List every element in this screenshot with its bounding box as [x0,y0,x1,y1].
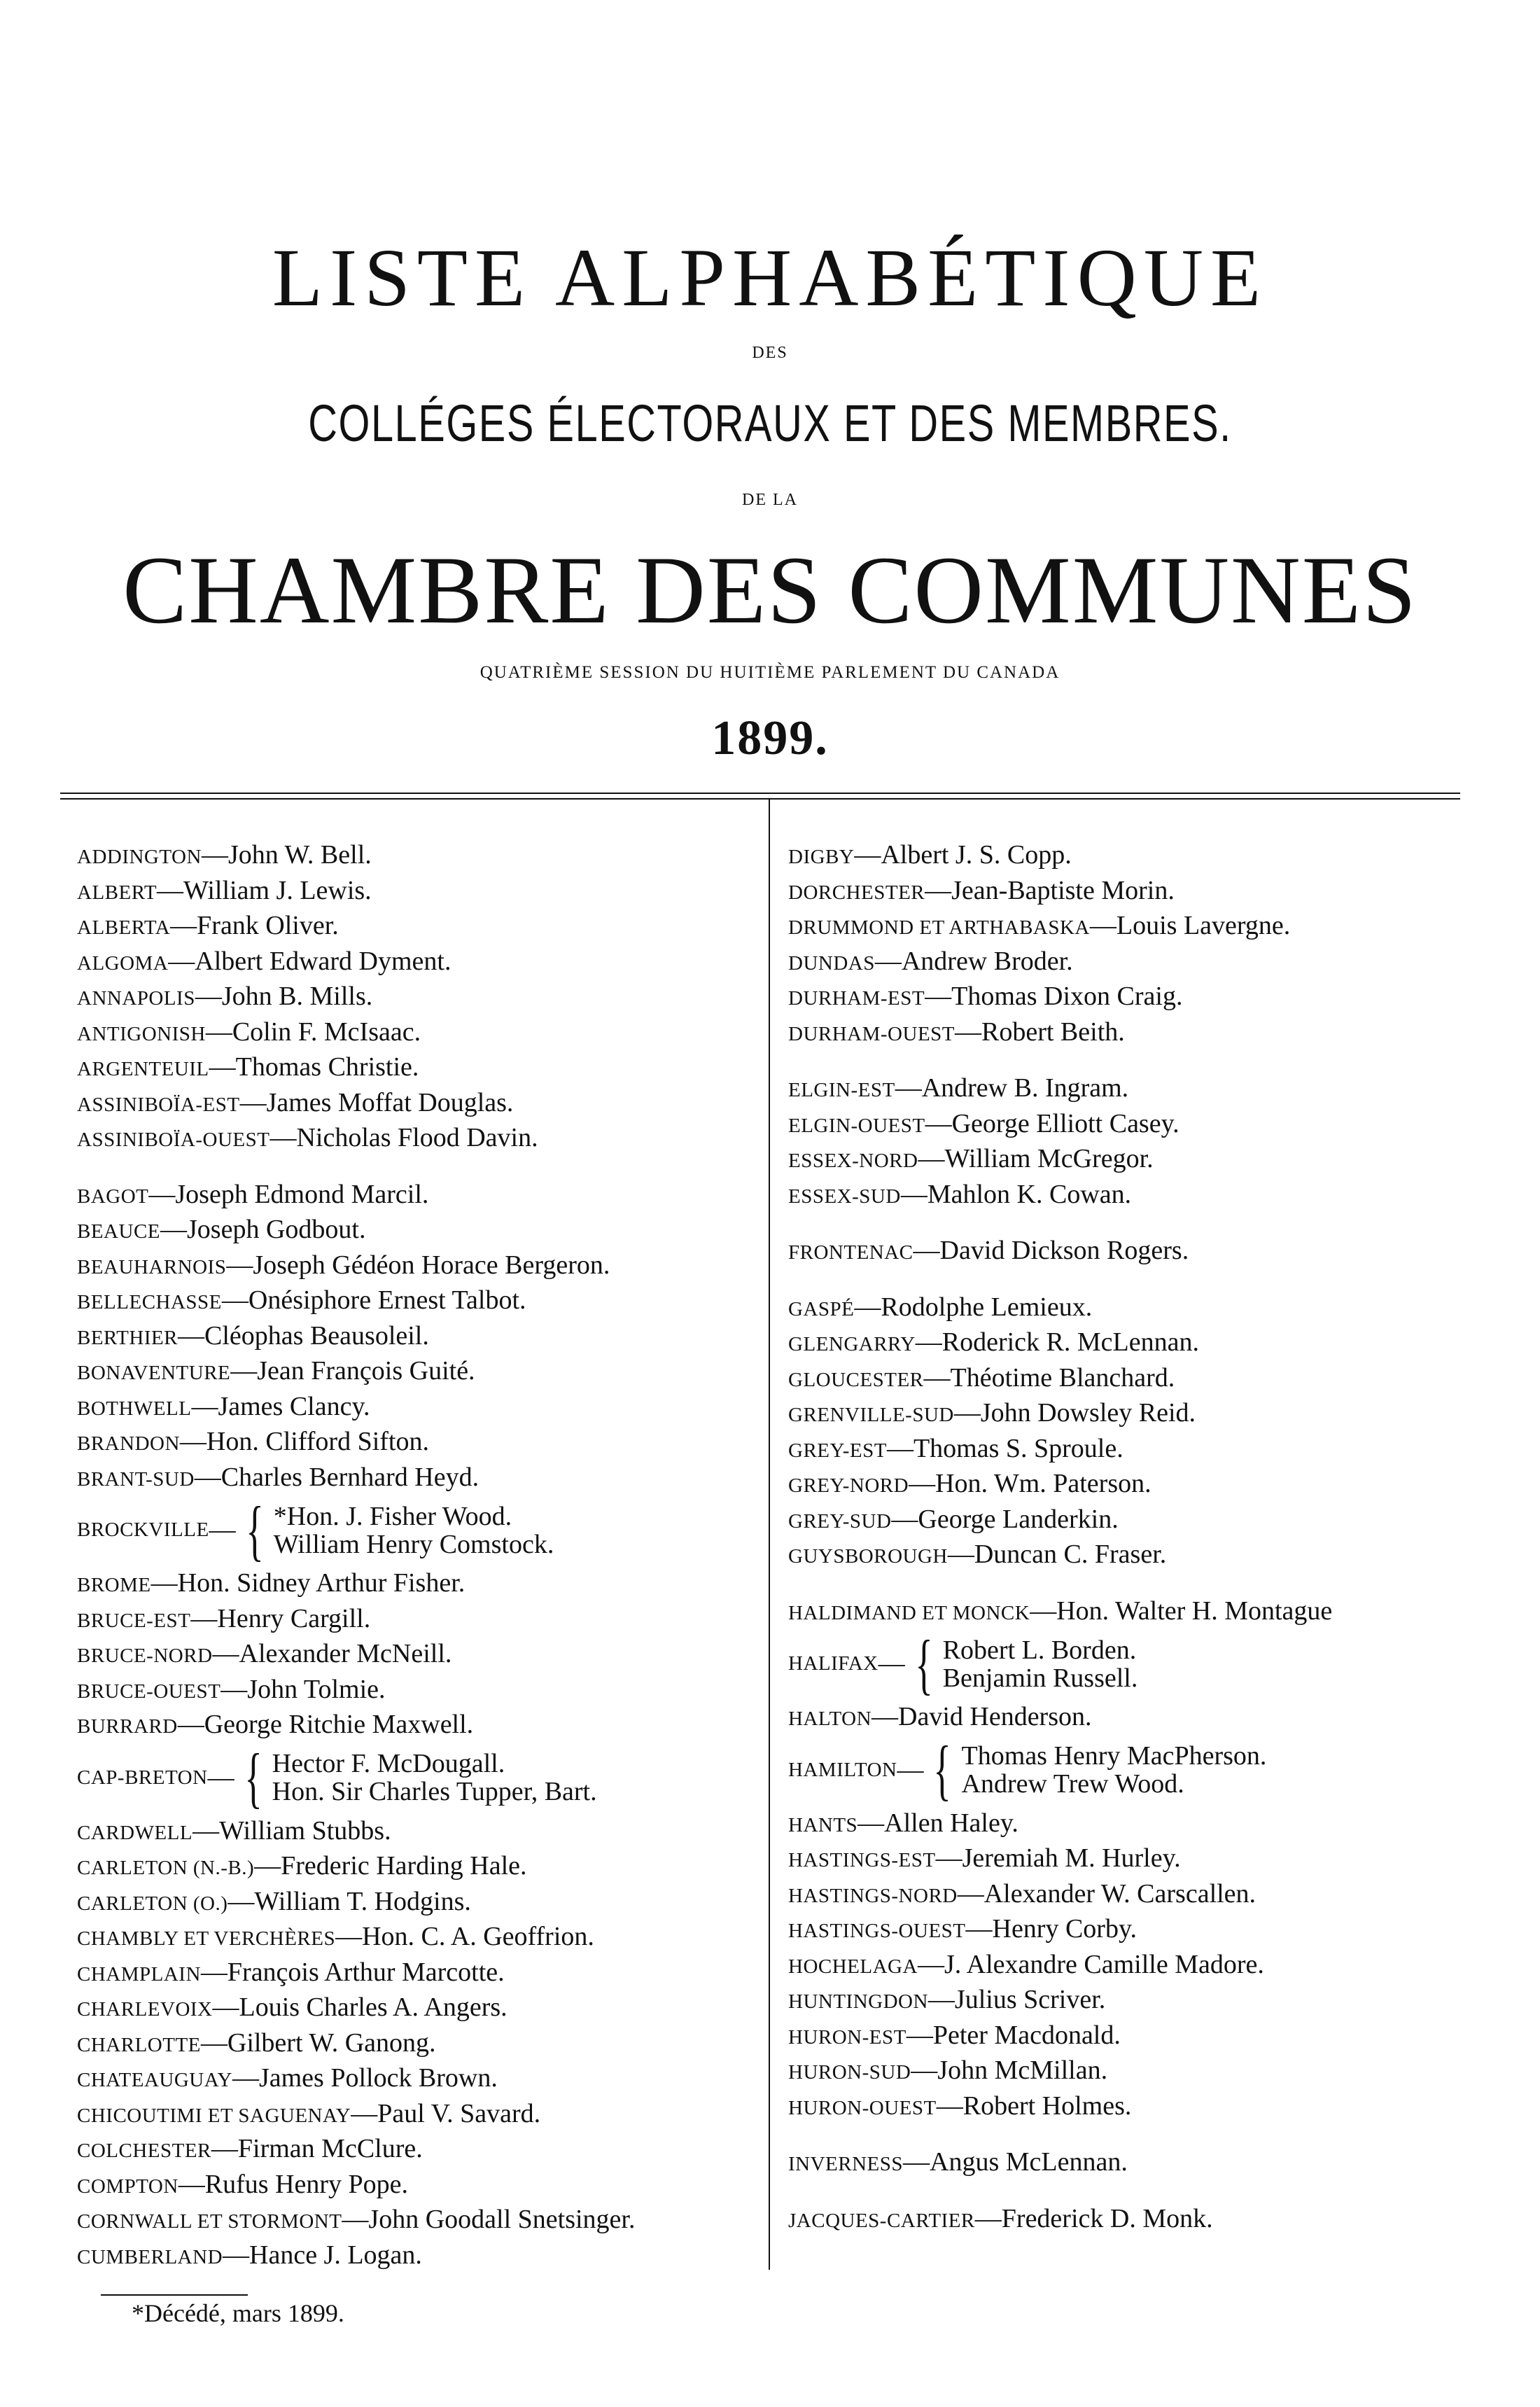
entry-group [77,1492,766,1568]
member-name: —Hon. C. A. Geoffrion. [335,1922,594,1951]
entry-row [77,1318,766,1354]
riding-name: CAP-BRETON [77,1766,208,1789]
riding-name: CARLETON (N.-B.) [77,1857,255,1879]
riding-name: HOCHELAGA [788,1955,918,1978]
entry-row [77,2025,766,2061]
member-name: —David Henderson. [872,1702,1092,1731]
entry-group [77,1740,766,1815]
entry-row [788,2088,1516,2124]
entry-row [77,1848,766,1884]
member-name: —Onésiphore Ernest Talbot. [221,1285,526,1315]
subtitle: COLLÉGES ÉLECTORAUX ET DES MEMBRES. [308,394,1232,452]
member-name: Benjamin Russell. [942,1663,1138,1693]
entry-row [77,1120,766,1156]
entry-row [77,2202,766,2238]
member-name: —Théotime Blanchard. [923,1362,1175,1393]
member-name: —Albert J. S. Copp. [854,840,1072,870]
riding-name: ELGIN-OUEST [788,1114,925,1137]
entry-row [788,837,1516,873]
member-name: —Robert Holmes. [936,2091,1132,2121]
section-gap [788,2180,1516,2201]
dash: — [897,1754,924,1785]
riding-name: COMPTON [77,2175,178,2198]
entry-row [788,1537,1516,1572]
member-name: —Cléophas Beausoleil. [178,1320,429,1351]
riding-name: DURHAM-EST [788,987,925,1010]
entry-row [77,2096,766,2132]
riding-name: ASSINIBOÏA-EST [77,1093,240,1116]
member-name: —Henry Corby. [965,1914,1137,1944]
entry-row [788,1431,1516,1467]
riding-name: HURON-EST [788,2025,906,2049]
member-name: —Robert Beith. [955,1017,1125,1047]
member-name: —Joseph Godbout. [160,1215,366,1244]
riding-name: GASPÉ [788,1297,855,1320]
member-name: —Hon. Wm. Paterson. [909,1469,1152,1498]
riding-name: HURON-SUD [788,2061,911,2084]
member-name: Hon. Sir Charles Tupper, Bart. [272,1777,597,1806]
riding-name: DURHAM-OUEST [788,1022,955,1045]
riding-name: BOTHWELL [77,1397,192,1420]
riding-name: BAGOT [77,1185,149,1208]
riding-name: GLENGARRY [788,1333,916,1355]
member-name: —Paul V. Savard. [351,2098,541,2128]
riding-name: FRONTENAC [788,1241,913,1264]
entry-row [77,1990,766,2025]
riding-name: CHATEAUGUAY [77,2069,232,2091]
section-gap [788,1212,1516,1233]
entry-row [788,2053,1516,2088]
entry-group [788,1628,1516,1699]
riding-name: DORCHESTER [788,881,925,904]
member-name: —Jean François Guité. [230,1356,475,1386]
member-name: —James Pollock Brown. [232,2063,498,2093]
riding-name: GUYSBOROUGH [788,1545,948,1568]
entry-row [77,1707,766,1743]
riding-name: CHICOUTIMI ET SAGUENAY [77,2104,351,2127]
riding-name: ADDINGTON [77,846,202,868]
member-name: —James Clancy. [191,1391,370,1421]
entry-row [788,979,1516,1014]
member-name: —David Dickson Rogers. [913,1236,1189,1265]
member-name: —Thomas Christie. [209,1052,419,1082]
riding-name: CUMBERLAND [77,2245,223,2268]
riding-name: HASTINGS-EST [788,1849,936,1871]
member-name: —Joseph Gédéon Horace Bergeron. [226,1250,610,1280]
member-name: —William McGregor. [918,1144,1154,1173]
member-name: —Joseph Edmond Marcil. [148,1179,429,1209]
riding-name: ESSEX-NORD [788,1150,918,1172]
dash: — [878,1649,905,1679]
entry-row [77,2167,766,2203]
member-name: —Louis Charles A. Angers. [212,1993,507,2022]
member-name: —Hon. Clifford Sifton. [179,1427,429,1456]
entry-row [788,1360,1516,1396]
footnote-rule [101,2294,248,2296]
entry-row [788,1982,1516,2018]
entry-row [77,1601,766,1637]
member-name: —Gilbert W. Ganong. [200,2028,436,2058]
riding-name: CHAMPLAIN [77,1962,201,1986]
connector-des: DES [752,344,788,362]
riding-name: GREY-EST [788,1439,887,1462]
riding-name: HASTINGS-NORD [788,1884,958,1907]
entry-row [77,1049,766,1085]
entry-row [788,1466,1516,1502]
year: 1899. [711,711,829,765]
riding-name: JACQUES-CARTIER [788,2209,975,2232]
section-gap [788,2123,1516,2144]
dash: — [207,1762,234,1792]
member-name: —Andrew B. Ingram. [895,1073,1129,1103]
member-name: —Thomas Dixon Craig. [925,982,1183,1011]
section-gap [788,1269,1516,1290]
dash: — [209,1515,236,1545]
entry-row [77,2131,766,2167]
member-name: —Firman McClure. [211,2134,423,2163]
riding-name: BROME [77,1574,151,1596]
riding-name: HAMILTON [788,1758,897,1781]
entry-row [77,1813,766,1849]
member-name: —Nicholas Flood Davin. [270,1123,538,1152]
member-name: —William J. Lewis. [157,875,372,905]
member-list [272,1750,597,1806]
riding-name: ANTIGONISH [77,1022,206,1045]
member-name: —John Tolmie. [220,1674,386,1704]
member-name: —John B. Mills. [195,982,373,1011]
session-line: QUATRIÈME SESSION DU HUITIÈME PARLEMENT DU CANADA [479,663,1060,682]
section-gap [788,1049,1516,1070]
section-gap [77,1156,766,1177]
riding-name: HASTINGS-OUEST [788,1920,966,1942]
member-name: —Allen Haley. [858,1808,1018,1838]
entry-row [788,1947,1516,1983]
entry-group [788,1732,1516,1807]
member-name: —Jeremiah M. Hurley. [935,1843,1181,1873]
entry-row [77,1248,766,1283]
member-name: —Frank Oliver. [170,911,339,940]
riding-name: BRANDON [77,1432,180,1455]
riding-name: DUNDAS [788,951,875,975]
riding-name: ANNAPOLIS [77,987,195,1010]
footnote: *Décédé, mars 1899. [132,2299,344,2327]
entry-row [77,2060,766,2096]
entry-row [77,908,766,944]
member-list [962,1742,1267,1798]
riding-name: BURRARD [77,1715,178,1738]
riding-name: BERTHIER [77,1326,178,1349]
riding-name: BRANT-SUD [77,1467,195,1491]
riding-name: HANTS [788,1813,858,1836]
member-name: —Thomas S. Sproule. [886,1433,1124,1463]
entry-row [788,1141,1516,1177]
entry-row [77,1212,766,1248]
riding-name: BRUCE-OUEST [77,1680,221,1703]
riding-name: GRENVILLE-SUD [788,1404,954,1426]
member-name: —Alexander W. Carscallen. [957,1878,1256,1909]
member-name: Andrew Trew Wood. [961,1769,1184,1799]
entry-row [788,2018,1516,2053]
riding-name: HALIFAX [788,1652,878,1675]
member-list [943,1636,1138,1692]
entry-row [788,1290,1516,1325]
brace: { [914,1626,933,1701]
entry-row [77,2238,766,2273]
entry-row [788,1806,1516,1841]
entry-row [788,2144,1516,2180]
riding-name: GREY-SUD [788,1509,892,1533]
member-name: —François Arthur Marcotte. [200,1957,505,1987]
entry-row [77,1460,766,1495]
member-name: —Peter Macdonald. [906,2020,1121,2050]
member-name: —Roderick R. McLennan. [915,1327,1199,1357]
header-rule-top [60,793,1460,794]
member-name: —John Dowsley Reid. [953,1398,1196,1428]
entry-row [77,1085,766,1121]
riding-name: BRUCE-EST [77,1609,191,1632]
riding-name: COLCHESTER [77,2140,211,2162]
member-name: —Hon. Sidney Arthur Fisher. [150,1568,465,1598]
member-name: —Duncan C. Fraser. [947,1540,1167,1569]
riding-name: CORNWALL ET STORMONT [77,2210,342,2233]
entry-row [77,1955,766,1990]
riding-name: GLOUCESTER [788,1368,924,1391]
entry-row [788,1325,1516,1360]
riding-name: BEAUCE [77,1220,160,1243]
riding-name: CARDWELL [77,1821,193,1844]
member-name: Robert L. Borden. [942,1635,1137,1665]
member-name: —Alexander McNeill. [212,1639,452,1668]
entry-row [788,1841,1516,1876]
member-name: —Frederic Harding Hale. [254,1851,527,1881]
member-name: —Angus McLennan. [903,2147,1128,2177]
riding-name: BRUCE-NORD [77,1645,213,1667]
entry-row [788,873,1516,909]
member-name: —Henry Cargill. [190,1603,371,1633]
member-name: —Frederick D. Monk. [974,2203,1213,2233]
entry-row [77,1565,766,1601]
member-name: —Mahlon K. Cowan. [900,1179,1132,1209]
riding-name: INVERNESS [788,2153,904,2175]
main-title: LISTE ALPHABÉTIQUE [272,232,1268,323]
member-name: —William Stubbs. [192,1815,391,1846]
member-name: *Hon. J. Fisher Wood. [273,1501,512,1531]
member-name: —James Moffat Douglas. [239,1087,514,1117]
member-name: Hector F. McDougall. [272,1749,505,1778]
member-name: —Andrew Broder. [874,946,1073,976]
entry-row [788,1233,1516,1269]
member-name: —William T. Hodgins. [227,1886,471,1916]
entry-row [788,1593,1516,1629]
member-name: —Hon. Walter H. Montague [1030,1596,1333,1626]
entry-row [77,979,766,1014]
entry-row [77,1353,766,1389]
entry-row [77,1389,766,1425]
connector-de-la: DE LA [742,491,798,509]
entry-row [77,1919,766,1955]
member-name: —John McMillan. [911,2056,1108,2085]
member-name: Thomas Henry MacPherson. [961,1741,1267,1771]
member-name: William Henry Comstock. [273,1529,554,1559]
entry-row [788,1699,1516,1735]
entry-row [788,944,1516,979]
riding-name: GREY-NORD [788,1474,909,1497]
member-list [274,1502,554,1558]
entry-row [788,2201,1516,2237]
riding-name: ESSEX-SUD [788,1185,901,1208]
entry-row [77,1424,766,1460]
riding-name: CHAMBLY ET VERCHÈRES [77,1927,336,1950]
header-rule-bottom [60,798,1460,800]
entry-row [788,1070,1516,1106]
left-column [77,837,766,2273]
entry-row [788,1177,1516,1213]
entry-row [77,944,766,979]
right-column [788,837,1516,2236]
riding-name: CHARLEVOIX [77,1998,213,2021]
riding-name: HUNTINGDON [788,1990,928,2013]
riding-name: ELGIN-EST [788,1079,895,1101]
brace: { [246,1492,264,1568]
riding-name: ARGENTEUIL [77,1058,209,1080]
entry-row [788,1876,1516,1912]
member-name: —John Goodall Snetsinger. [342,2205,636,2234]
member-name: —John W. Bell. [201,840,372,870]
riding-name: HALDIMAND ET MONCK [788,1601,1030,1624]
column-divider [769,800,770,2270]
section-gap [788,1572,1516,1593]
entry-row [788,1014,1516,1050]
riding-name: BELLECHASSE [77,1291,222,1313]
riding-name: ALBERT [77,881,158,904]
entry-row [788,1502,1516,1537]
member-name: —Hance J. Logan. [223,2240,422,2270]
entry-row [77,1283,766,1318]
brace: { [933,1732,952,1807]
riding-name: ASSINIBOÏA-OUEST [77,1129,270,1151]
riding-name: HURON-OUEST [788,2096,937,2119]
member-name: —Rodolphe Lemieux. [854,1292,1093,1322]
riding-name: BEAUHARNOIS [77,1255,227,1278]
riding-name: HALTON [788,1708,872,1730]
chamber-title: CHAMBRE DES COMMUNES [122,536,1418,643]
member-name: —Albert Edward Dyment. [168,946,451,976]
riding-name: DIGBY [788,846,855,868]
entry-row [77,1636,766,1672]
member-name: —Jean-Baptiste Morin. [925,875,1175,905]
entry-row [77,1672,766,1708]
entry-row [788,908,1516,944]
entry-row [77,1884,766,1920]
member-name: —George Elliott Casey. [925,1108,1180,1138]
entry-row [788,1911,1516,1947]
member-name: —Charles Bernhard Heyd. [194,1462,479,1492]
member-name: —Colin F. McIsaac. [205,1017,421,1047]
entry-row [77,837,766,873]
member-name: —Julius Scriver. [927,1985,1106,2014]
entry-row [77,1177,766,1213]
member-name: —Louis Lavergne. [1089,911,1291,940]
entry-row [77,873,766,909]
riding-name: ALGOMA [77,951,169,975]
riding-name: BROCKVILLE [77,1519,209,1542]
riding-name: CARLETON (O.) [77,1892,228,1915]
member-name: —George Landerkin. [891,1504,1119,1534]
riding-name: CHARLOTTE [77,2033,201,2056]
member-name: —Rufus Henry Pope. [178,2169,409,2199]
riding-name: DRUMMOND ET ARTHABASKA [788,916,1090,939]
entry-row [788,1106,1516,1142]
entry-row [788,1395,1516,1431]
member-name: —George Ritchie Maxwell. [177,1710,474,1739]
riding-name: BONAVENTURE [77,1362,231,1384]
entry-row [77,1014,766,1050]
member-name: —J. Alexandre Camille Madore. [917,1949,1264,1979]
riding-name: ALBERTA [77,916,171,939]
brace: { [244,1740,262,1815]
